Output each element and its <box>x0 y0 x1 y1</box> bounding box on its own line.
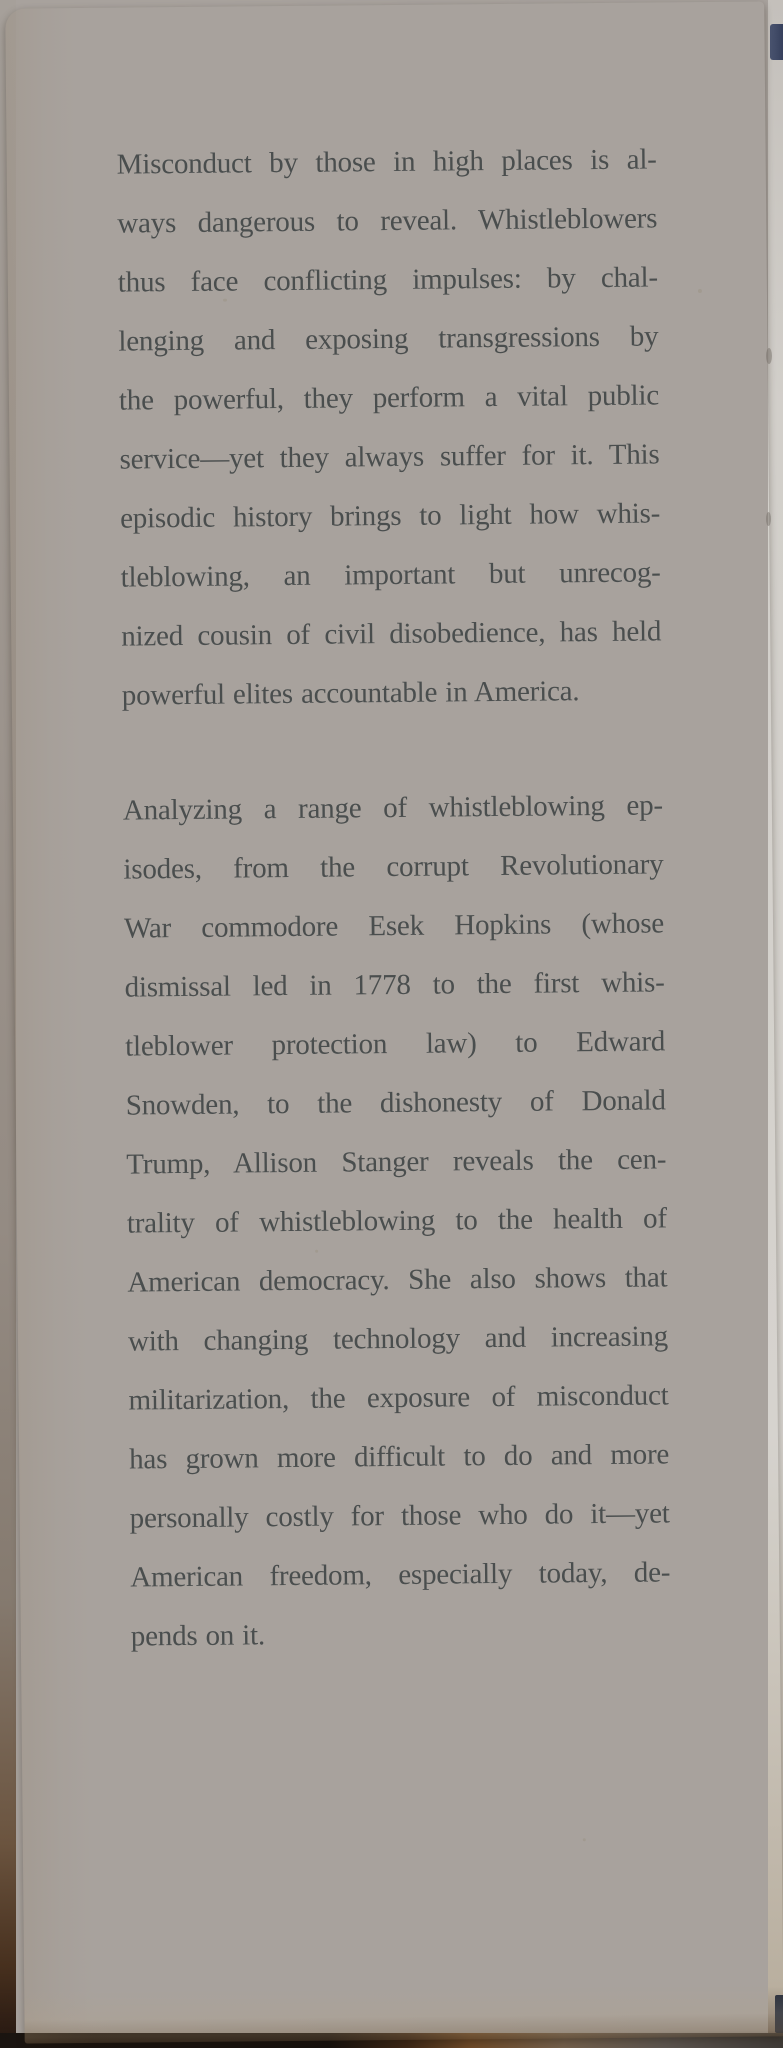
blurb-text-line: Misconduct by those in high places is al- <box>116 143 657 181</box>
blurb-text-line: thus face conflicting impulses: by chal- <box>117 261 658 299</box>
blurb-text-line: pends on it. <box>130 1619 266 1653</box>
flap-blurb-text <box>116 130 671 1666</box>
paper-speck <box>583 1838 586 1841</box>
paper-speck <box>698 289 702 293</box>
blurb-text-line: trality of whistleblowing to the health of <box>126 1202 667 1240</box>
jacket-spine-navy-mark-top <box>770 24 783 60</box>
blurb-text-line: isodes, from the corrupt Revolutionary <box>123 848 664 886</box>
blurb-text-line: has grown more difficult to do and more <box>128 1438 670 1476</box>
blurb-text-line: American democracy. She also shows that <box>127 1261 668 1299</box>
blurb-text-line: Snowden, to the dishonesty of Donald <box>125 1084 666 1122</box>
blurb-text-line: ways dangerous to reveal. Whistleblowers <box>117 202 658 240</box>
blurb-text-line: personally costly for those who do it—yet <box>129 1497 670 1535</box>
jacket-flap-page <box>5 1 783 2043</box>
blurb-text-line: militarization, the exposure of misconduct <box>128 1379 669 1417</box>
blurb-text-line: Analyzing a range of whistleblowing ep- <box>122 789 664 827</box>
flap-bottom-shadow <box>24 1984 783 2043</box>
blurb-text-line: nized cousin of civil disobedience, has held <box>121 615 662 653</box>
page-edge-smudge <box>766 348 772 364</box>
blurb-text-line: episodic history brings to light how whis- <box>119 497 661 535</box>
flap-fold-shading <box>5 8 95 2044</box>
blurb-paragraph-1 <box>116 130 662 725</box>
blurb-text-line: American freedom, especially today, de- <box>130 1556 671 1594</box>
blurb-paragraph-2 <box>123 776 671 1666</box>
blurb-text-line: dismissal led in 1778 to the first whis- <box>124 966 665 1004</box>
blurb-text-line: Trump, Allison Stanger reveals the cen- <box>126 1143 667 1181</box>
blurb-text-line: the powerful, they perform a vital public <box>118 379 660 417</box>
blurb-text-line: service—yet they always suffer for it. This <box>119 438 660 476</box>
blurb-text-line: lenging and exposing transgressions by <box>118 320 659 358</box>
blurb-text-line: with changing technology and increasing <box>127 1320 669 1358</box>
blurb-text-line: tleblowing, an important but unrecog- <box>120 556 661 594</box>
blurb-text-line: powerful elites accountable in America. <box>121 675 580 712</box>
page-edge-smudge <box>766 512 771 526</box>
blurb-text-line: tleblower protection law) to Edward <box>125 1025 666 1063</box>
blurb-text-line: War commodore Esek Hopkins (whose <box>123 907 665 945</box>
